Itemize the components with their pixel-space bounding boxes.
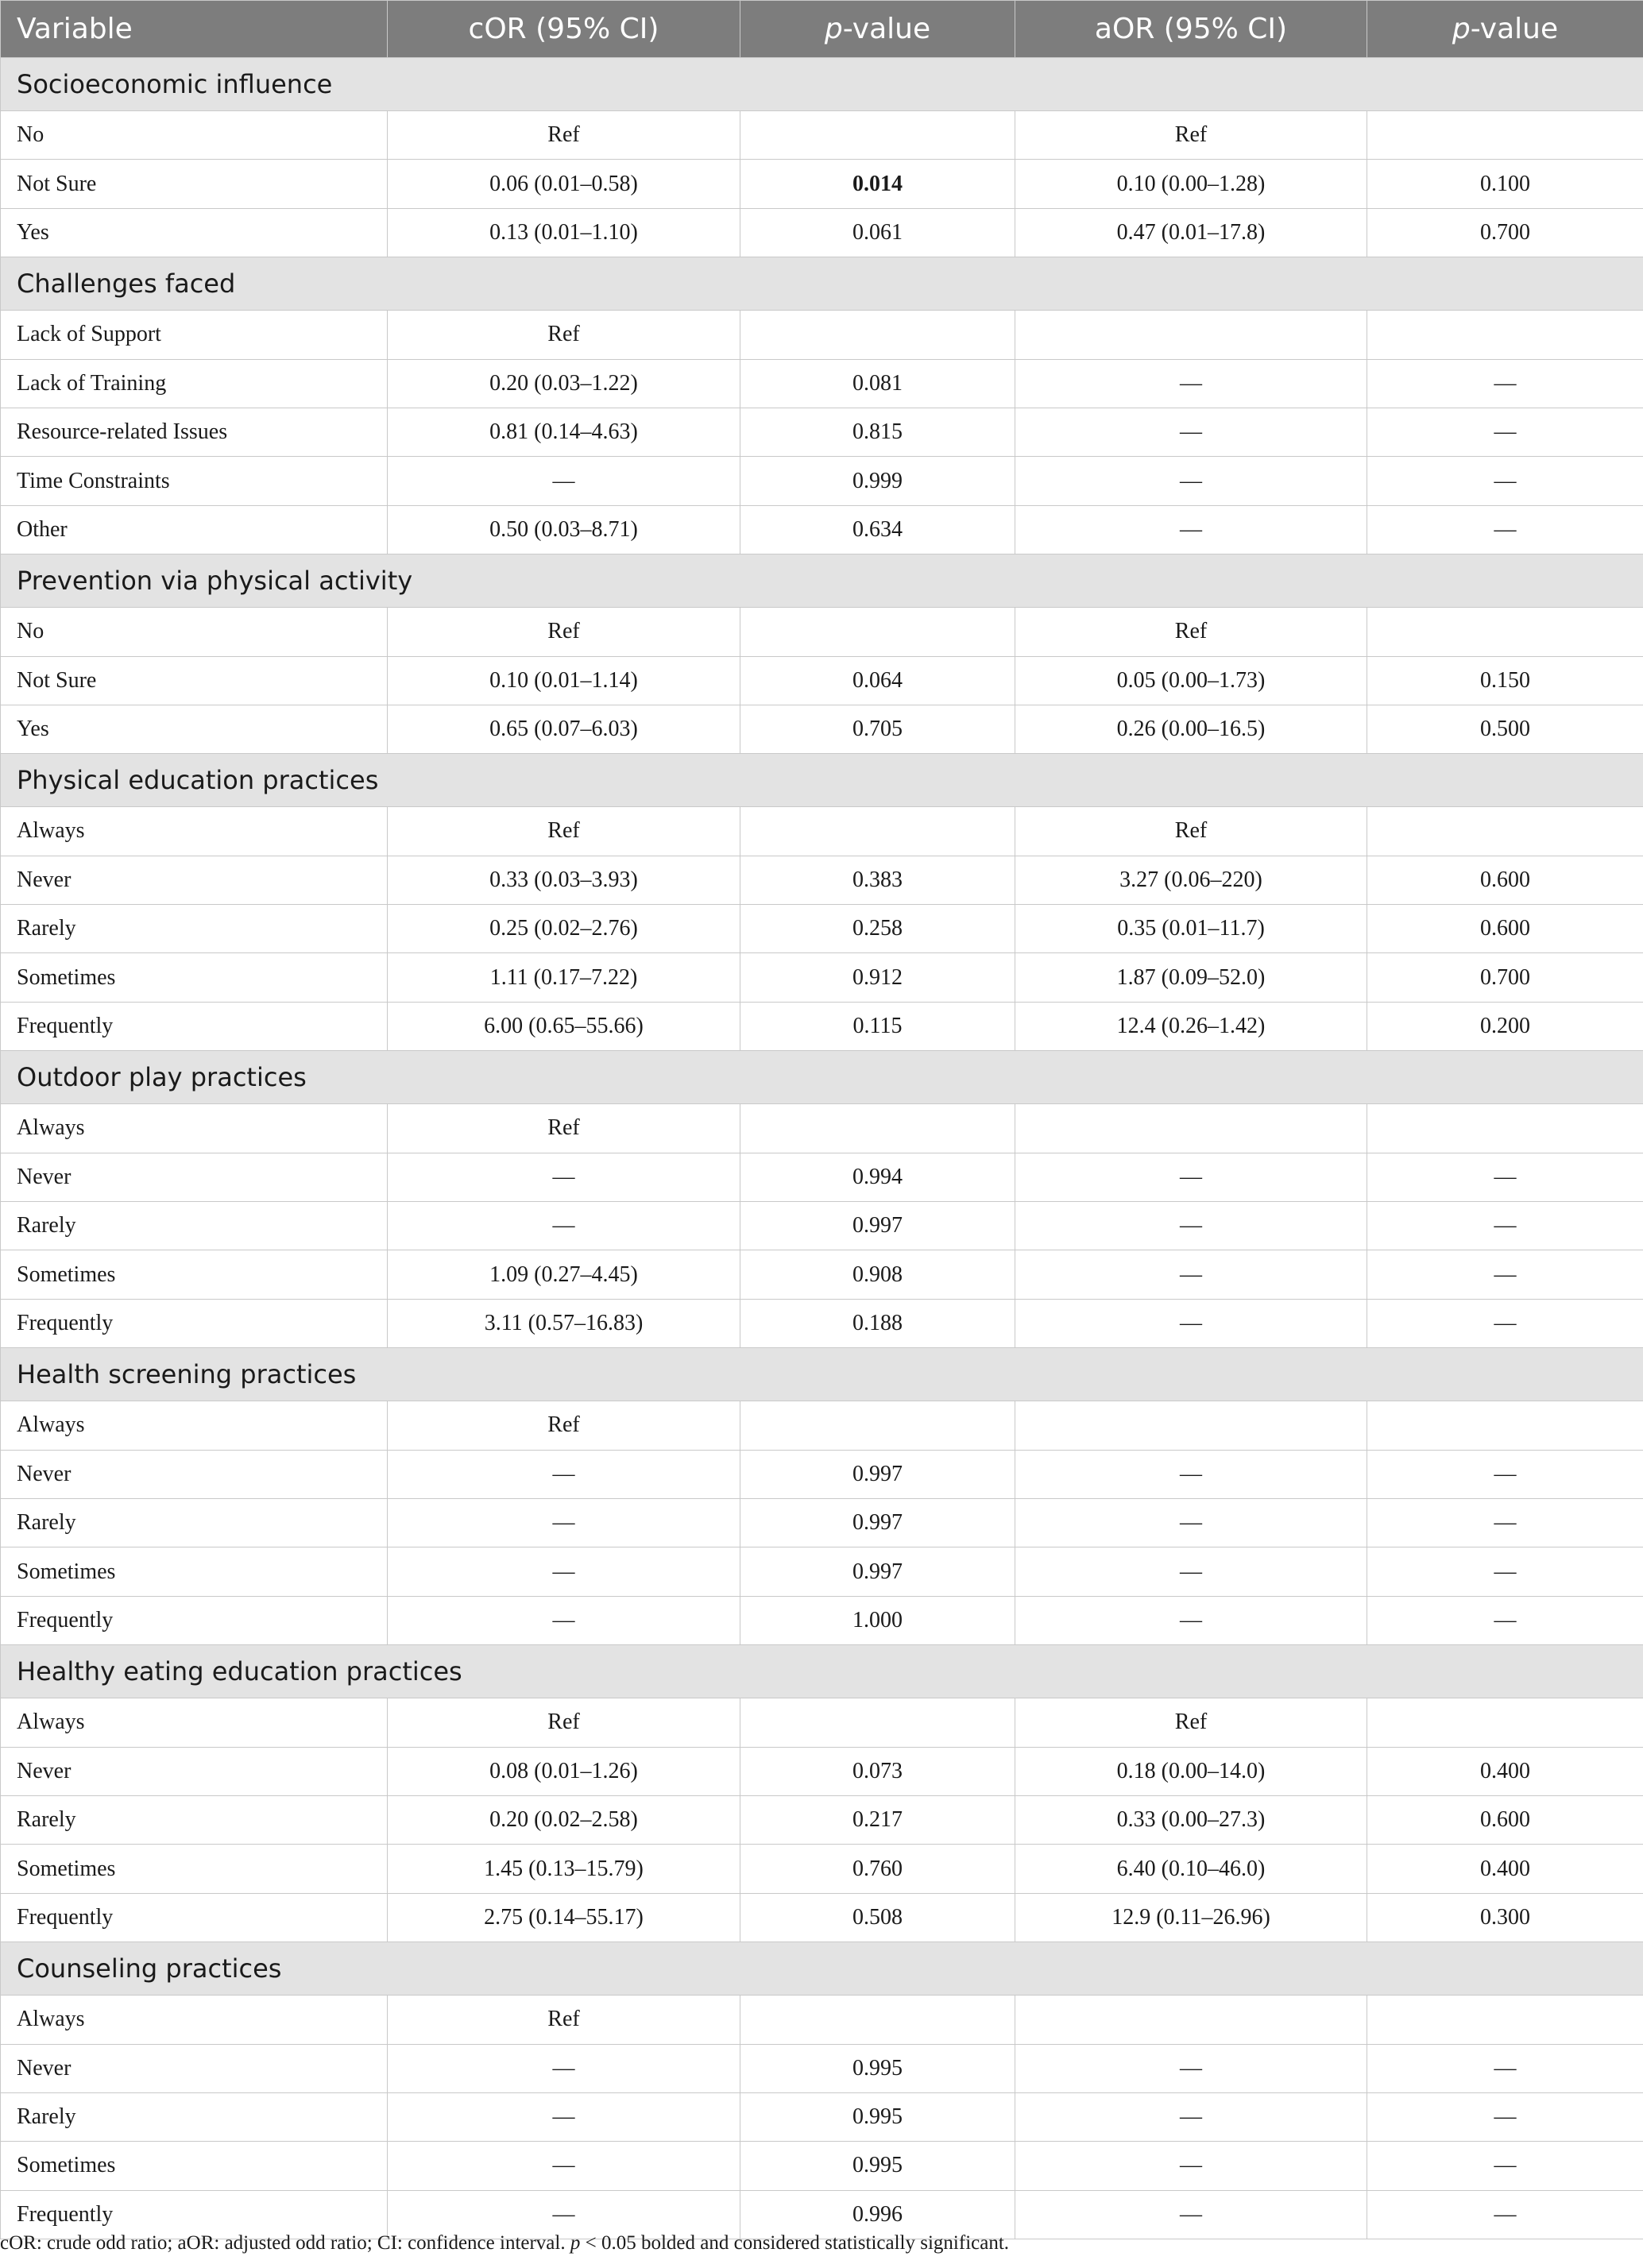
cell-p-value-crude: 0.258 <box>740 905 1015 953</box>
table-row <box>1 1299 1643 1347</box>
section-title: Challenges faced <box>1 257 1643 311</box>
cell-aor: — <box>1015 1299 1367 1347</box>
table-row <box>1 208 1643 257</box>
cell-aor: — <box>1015 1202 1367 1250</box>
cell-aor: — <box>1015 2190 1367 2239</box>
cell-p-value-crude <box>740 807 1015 856</box>
cell-variable: Other <box>1 505 388 554</box>
cell-aor: 0.33 (0.00–27.3) <box>1015 1795 1367 1844</box>
cell-variable: Always <box>1 1104 388 1153</box>
cell-cor: Ref <box>388 311 740 359</box>
cell-p-value-adjusted: — <box>1367 1450 1643 1498</box>
cell-cor: — <box>388 1547 740 1596</box>
cell-p-value-crude: 1.000 <box>740 1596 1015 1644</box>
cell-p-value-adjusted: — <box>1367 1498 1643 1547</box>
cell-p-value-crude: 0.115 <box>740 1002 1015 1050</box>
cell-p-value-adjusted: — <box>1367 359 1643 408</box>
cell-p-value-crude <box>740 608 1015 656</box>
table-row <box>1 905 1643 953</box>
cell-variable: Sometimes <box>1 953 388 1002</box>
cell-variable: No <box>1 608 388 656</box>
cell-p-value-crude: 0.705 <box>740 705 1015 753</box>
table-header <box>1 1 1643 58</box>
cell-aor: — <box>1015 2092 1367 2141</box>
header-aor: aOR (95% CI) <box>1015 1 1367 58</box>
cell-cor: — <box>388 1450 740 1498</box>
table-row <box>1 2044 1643 2092</box>
cell-p-value-adjusted <box>1367 1104 1643 1153</box>
cell-aor: Ref <box>1015 111 1367 160</box>
cell-aor: — <box>1015 2044 1367 2092</box>
table-row <box>1 2092 1643 2141</box>
cell-p-value-adjusted: 0.400 <box>1367 1845 1643 1893</box>
cell-cor: Ref <box>388 608 740 656</box>
cell-cor: 0.10 (0.01–1.14) <box>388 656 740 705</box>
table-row <box>1 1747 1643 1795</box>
section-row <box>1 1942 1643 1996</box>
section-row <box>1 1645 1643 1698</box>
cell-p-value-adjusted: — <box>1367 1299 1643 1347</box>
table-footnote <box>0 2232 1009 2254</box>
cell-cor: Ref <box>388 807 740 856</box>
footnote-text: cOR: crude odd ratio; aOR: adjusted odd ratio; CI: confidence interval. <box>0 2232 570 2254</box>
cell-p-value-crude <box>740 1698 1015 1747</box>
cell-cor: — <box>388 2142 740 2190</box>
cell-variable: Sometimes <box>1 1845 388 1893</box>
cell-p-value-adjusted: 0.500 <box>1367 705 1643 753</box>
cell-p-value-adjusted: 0.600 <box>1367 1795 1643 1844</box>
cell-aor: 0.18 (0.00–14.0) <box>1015 1747 1367 1795</box>
cell-p-value-crude: 0.997 <box>740 1450 1015 1498</box>
cell-p-value-adjusted: 0.200 <box>1367 1002 1643 1050</box>
cell-p-value-crude <box>740 1104 1015 1153</box>
cell-p-value-crude: 0.995 <box>740 2092 1015 2141</box>
cell-aor: 0.05 (0.00–1.73) <box>1015 656 1367 705</box>
cell-cor: 6.00 (0.65–55.66) <box>388 1002 740 1050</box>
cell-variable: Lack of Training <box>1 359 388 408</box>
section-title: Prevention via physical activity <box>1 554 1643 608</box>
header-p-value-adjusted <box>1367 1 1643 58</box>
section-row <box>1 1051 1643 1104</box>
cell-p-value-crude: 0.908 <box>740 1250 1015 1299</box>
cell-p-value-adjusted: — <box>1367 1250 1643 1299</box>
header-variable: Variable <box>1 1 388 58</box>
cell-p-value-crude: 0.997 <box>740 1202 1015 1250</box>
table-row <box>1 953 1643 1002</box>
cell-p-value-adjusted: — <box>1367 2092 1643 2141</box>
table-row <box>1 1498 1643 1547</box>
cell-p-value-adjusted <box>1367 1698 1643 1747</box>
cell-aor <box>1015 1401 1367 1450</box>
table-row <box>1 1202 1643 1250</box>
cell-p-value-adjusted: — <box>1367 2190 1643 2239</box>
cell-variable: Rarely <box>1 1202 388 1250</box>
table-row <box>1 408 1643 456</box>
cell-variable: Resource-related Issues <box>1 408 388 456</box>
cell-p-value-crude: 0.760 <box>740 1845 1015 1893</box>
cell-cor: 0.81 (0.14–4.63) <box>388 408 740 456</box>
cell-cor: 0.20 (0.02–2.58) <box>388 1795 740 1844</box>
footnote-text-end: < 0.05 bolded and considered statistically significant. <box>580 2232 1010 2254</box>
table-row <box>1 1002 1643 1050</box>
table-row <box>1 1250 1643 1299</box>
header-p-suffix: -value <box>1470 13 1559 45</box>
cell-cor: — <box>388 1202 740 1250</box>
cell-cor: — <box>388 2044 740 2092</box>
cell-cor: 0.65 (0.07–6.03) <box>388 705 740 753</box>
cell-p-value-crude: 0.061 <box>740 208 1015 257</box>
cell-cor: Ref <box>388 1698 740 1747</box>
cell-aor <box>1015 311 1367 359</box>
cell-p-value-adjusted: 0.700 <box>1367 208 1643 257</box>
table-row <box>1 1596 1643 1644</box>
cell-variable: Always <box>1 1698 388 1747</box>
cell-p-value-adjusted: 0.150 <box>1367 656 1643 705</box>
table-row <box>1 111 1643 160</box>
cell-variable: Not Sure <box>1 656 388 705</box>
cell-aor: Ref <box>1015 807 1367 856</box>
cell-p-value-adjusted: — <box>1367 505 1643 554</box>
cell-variable: Yes <box>1 705 388 753</box>
cell-p-value-adjusted: 0.100 <box>1367 160 1643 208</box>
section-row <box>1 1348 1643 1401</box>
table-row <box>1 1698 1643 1747</box>
cell-variable: Never <box>1 1450 388 1498</box>
cell-cor: — <box>388 457 740 505</box>
cell-variable: Frequently <box>1 1893 388 1942</box>
cell-aor: — <box>1015 408 1367 456</box>
cell-p-value-adjusted <box>1367 608 1643 656</box>
cell-p-value-adjusted: — <box>1367 1596 1643 1644</box>
cell-variable: Frequently <box>1 1002 388 1050</box>
cell-p-value-crude: 0.064 <box>740 656 1015 705</box>
cell-aor <box>1015 1104 1367 1153</box>
header-p-italic: p <box>1452 13 1471 45</box>
table-row <box>1 1996 1643 2044</box>
cell-cor: — <box>388 2190 740 2239</box>
section-row <box>1 554 1643 608</box>
cell-p-value-adjusted: — <box>1367 457 1643 505</box>
cell-p-value-crude <box>740 1401 1015 1450</box>
cell-cor: 0.20 (0.03–1.22) <box>388 359 740 408</box>
cell-variable: Rarely <box>1 905 388 953</box>
table-row <box>1 311 1643 359</box>
cell-variable: Never <box>1 2044 388 2092</box>
table-row <box>1 1795 1643 1844</box>
cell-cor: 0.13 (0.01–1.10) <box>388 208 740 257</box>
cell-p-value-adjusted <box>1367 111 1643 160</box>
cell-p-value-crude: 0.995 <box>740 2142 1015 2190</box>
cell-variable: Lack of Support <box>1 311 388 359</box>
cell-p-value-adjusted: 0.700 <box>1367 953 1643 1002</box>
header-cor: cOR (95% CI) <box>388 1 740 58</box>
cell-aor: — <box>1015 1153 1367 1201</box>
cell-cor: Ref <box>388 1401 740 1450</box>
cell-cor: 2.75 (0.14–55.17) <box>388 1893 740 1942</box>
cell-p-value-crude: 0.014 <box>740 160 1015 208</box>
header-p-value-crude <box>740 1 1015 58</box>
section-title: Socioeconomic influence <box>1 58 1643 111</box>
table-row <box>1 359 1643 408</box>
cell-variable: Rarely <box>1 1795 388 1844</box>
cell-aor: 0.47 (0.01–17.8) <box>1015 208 1367 257</box>
table-row <box>1 1153 1643 1201</box>
section-title: Healthy eating education practices <box>1 1645 1643 1698</box>
table-row <box>1 2142 1643 2190</box>
section-row <box>1 58 1643 111</box>
cell-p-value-crude: 0.508 <box>740 1893 1015 1942</box>
cell-p-value-adjusted: 0.600 <box>1367 856 1643 904</box>
table-row <box>1 656 1643 705</box>
cell-variable: Frequently <box>1 1596 388 1644</box>
cell-cor: Ref <box>388 1996 740 2044</box>
cell-aor: — <box>1015 457 1367 505</box>
table-row <box>1 457 1643 505</box>
cell-variable: Sometimes <box>1 1250 388 1299</box>
section-title: Health screening practices <box>1 1348 1643 1401</box>
section-row <box>1 754 1643 807</box>
header-p-italic: p <box>824 13 843 45</box>
cell-aor: 1.87 (0.09–52.0) <box>1015 953 1367 1002</box>
table-row <box>1 1547 1643 1596</box>
table-row <box>1 1104 1643 1153</box>
cell-p-value-adjusted: — <box>1367 408 1643 456</box>
cell-p-value-adjusted: — <box>1367 1153 1643 1201</box>
cell-p-value-crude: 0.217 <box>740 1795 1015 1844</box>
cell-p-value-crude: 0.997 <box>740 1498 1015 1547</box>
cell-p-value-adjusted <box>1367 1996 1643 2044</box>
section-title: Physical education practices <box>1 754 1643 807</box>
cell-variable: Frequently <box>1 1299 388 1347</box>
cell-p-value-crude <box>740 311 1015 359</box>
cell-aor: 12.9 (0.11–26.96) <box>1015 1893 1367 1942</box>
cell-aor: 12.4 (0.26–1.42) <box>1015 1002 1367 1050</box>
cell-p-value-crude <box>740 1996 1015 2044</box>
cell-p-value-crude: 0.994 <box>740 1153 1015 1201</box>
cell-aor <box>1015 1996 1367 2044</box>
cell-p-value-crude: 0.995 <box>740 2044 1015 2092</box>
cell-aor: 6.40 (0.10–46.0) <box>1015 1845 1367 1893</box>
cell-variable: Never <box>1 1153 388 1201</box>
table-row <box>1 1845 1643 1893</box>
cell-cor: 0.50 (0.03–8.71) <box>388 505 740 554</box>
cell-p-value-adjusted: 0.300 <box>1367 1893 1643 1942</box>
cell-aor: — <box>1015 505 1367 554</box>
section-title: Outdoor play practices <box>1 1051 1643 1104</box>
cell-cor: — <box>388 1498 740 1547</box>
cell-cor: — <box>388 1596 740 1644</box>
table-row <box>1 1450 1643 1498</box>
cell-p-value-crude: 0.634 <box>740 505 1015 554</box>
cell-cor: — <box>388 2092 740 2141</box>
table-row <box>1 505 1643 554</box>
cell-aor: 0.26 (0.00–16.5) <box>1015 705 1367 753</box>
cell-aor: — <box>1015 1498 1367 1547</box>
cell-variable: Sometimes <box>1 2142 388 2190</box>
cell-variable: Not Sure <box>1 160 388 208</box>
cell-aor: Ref <box>1015 1698 1367 1747</box>
cell-cor: Ref <box>388 111 740 160</box>
cell-aor: — <box>1015 359 1367 408</box>
table-row <box>1 1893 1643 1942</box>
table-row <box>1 807 1643 856</box>
cell-p-value-adjusted: — <box>1367 2044 1643 2092</box>
cell-cor: 0.25 (0.02–2.76) <box>388 905 740 953</box>
cell-variable: Rarely <box>1 1498 388 1547</box>
cell-variable: Yes <box>1 208 388 257</box>
cell-variable: Rarely <box>1 2092 388 2141</box>
cell-p-value-adjusted <box>1367 311 1643 359</box>
cell-aor: — <box>1015 2142 1367 2190</box>
table-row <box>1 608 1643 656</box>
cell-variable: Always <box>1 807 388 856</box>
cell-cor: 0.08 (0.01–1.26) <box>388 1747 740 1795</box>
cell-aor: Ref <box>1015 608 1367 656</box>
cell-p-value-crude: 0.997 <box>740 1547 1015 1596</box>
table-body <box>1 58 1643 2239</box>
cell-p-value-crude: 0.383 <box>740 856 1015 904</box>
section-title: Counseling practices <box>1 1942 1643 1996</box>
cell-cor: 3.11 (0.57–16.83) <box>388 1299 740 1347</box>
cell-variable: Frequently <box>1 2190 388 2239</box>
cell-aor: 0.10 (0.00–1.28) <box>1015 160 1367 208</box>
cell-p-value-adjusted: — <box>1367 1202 1643 1250</box>
cell-p-value-crude: 0.188 <box>740 1299 1015 1347</box>
cell-p-value-crude: 0.073 <box>740 1747 1015 1795</box>
cell-cor: 1.45 (0.13–15.79) <box>388 1845 740 1893</box>
cell-p-value-adjusted <box>1367 807 1643 856</box>
table-row <box>1 1401 1643 1450</box>
cell-p-value-crude: 0.912 <box>740 953 1015 1002</box>
table-row <box>1 160 1643 208</box>
table-row <box>1 856 1643 904</box>
cell-variable: No <box>1 111 388 160</box>
cell-cor: 1.09 (0.27–4.45) <box>388 1250 740 1299</box>
cell-p-value-crude: 0.999 <box>740 457 1015 505</box>
cell-p-value-crude: 0.815 <box>740 408 1015 456</box>
cell-aor: — <box>1015 1250 1367 1299</box>
section-row <box>1 257 1643 311</box>
cell-variable: Time Constraints <box>1 457 388 505</box>
cell-p-value-crude <box>740 111 1015 160</box>
cell-variable: Sometimes <box>1 1547 388 1596</box>
cell-variable: Always <box>1 1996 388 2044</box>
cell-p-value-crude: 0.081 <box>740 359 1015 408</box>
table-row <box>1 705 1643 753</box>
cell-cor: — <box>388 1153 740 1201</box>
cell-variable: Always <box>1 1401 388 1450</box>
cell-cor: 0.06 (0.01–0.58) <box>388 160 740 208</box>
cell-p-value-crude: 0.996 <box>740 2190 1015 2239</box>
cell-p-value-adjusted: — <box>1367 1547 1643 1596</box>
header-p-suffix: -value <box>842 13 931 45</box>
cell-variable: Never <box>1 856 388 904</box>
cell-aor: — <box>1015 1547 1367 1596</box>
cell-p-value-adjusted: — <box>1367 2142 1643 2190</box>
cell-p-value-adjusted: 0.400 <box>1367 1747 1643 1795</box>
cell-cor: Ref <box>388 1104 740 1153</box>
cell-p-value-adjusted <box>1367 1401 1643 1450</box>
cell-aor: — <box>1015 1596 1367 1644</box>
cell-aor: — <box>1015 1450 1367 1498</box>
footnote-p-italic: p <box>570 2232 581 2254</box>
cell-cor: 0.33 (0.03–3.93) <box>388 856 740 904</box>
cell-aor: 3.27 (0.06–220) <box>1015 856 1367 904</box>
cell-aor: 0.35 (0.01–11.7) <box>1015 905 1367 953</box>
cell-p-value-adjusted: 0.600 <box>1367 905 1643 953</box>
cell-variable: Never <box>1 1747 388 1795</box>
cell-cor: 1.11 (0.17–7.22) <box>388 953 740 1002</box>
